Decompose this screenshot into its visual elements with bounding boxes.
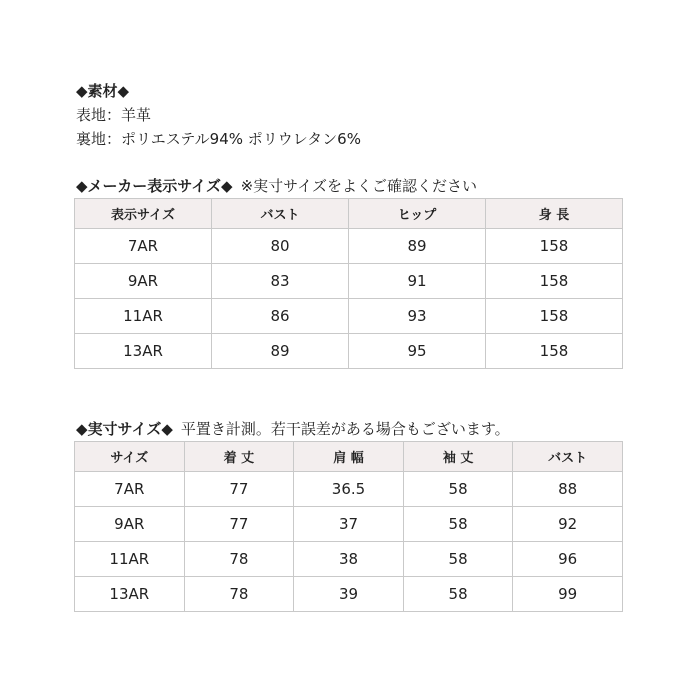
table-cell: 13AR [75, 334, 212, 369]
table-cell: 93 [349, 299, 486, 334]
table-cell: 91 [349, 264, 486, 299]
table-cell: 96 [513, 542, 623, 577]
table-cell: 58 [403, 577, 513, 612]
column-header: ヒップ [349, 199, 486, 229]
table-cell: 99 [513, 577, 623, 612]
column-header: サイズ [75, 442, 185, 472]
material-heading-text: ◆素材◆ [76, 82, 130, 100]
table-row [75, 264, 623, 299]
table-cell: 86 [212, 299, 349, 334]
table-cell: 58 [403, 542, 513, 577]
table-header-row [75, 199, 623, 229]
table-cell: 36.5 [294, 472, 404, 507]
column-header: バスト [212, 199, 349, 229]
table-cell: 37 [294, 507, 404, 542]
table-row [75, 507, 623, 542]
table-cell: 7AR [75, 229, 212, 264]
table-cell: 9AR [75, 264, 212, 299]
maker-size-heading [76, 176, 477, 196]
table-row [75, 542, 623, 577]
table-cell: 78 [184, 542, 294, 577]
table-cell: 83 [212, 264, 349, 299]
table-cell: 158 [486, 334, 623, 369]
column-header: 肩 幅 [294, 442, 404, 472]
table-row [75, 229, 623, 264]
column-header: バスト [513, 442, 623, 472]
table-cell: 58 [403, 472, 513, 507]
table-cell: 58 [403, 507, 513, 542]
material-heading [76, 81, 129, 101]
table-cell: 9AR [75, 507, 185, 542]
maker-size-note: ※実寸サイズをよくご確認ください [240, 177, 477, 195]
table-cell: 38 [294, 542, 404, 577]
table-row [75, 577, 623, 612]
table-row [75, 334, 623, 369]
actual-size-table [74, 441, 623, 612]
table-cell: 11AR [75, 299, 212, 334]
table-cell: 95 [349, 334, 486, 369]
material-lining-line: 裏地：ポリエステル94% ポリウレタン6% [76, 130, 361, 148]
actual-size-note: 平置き計測。若干誤差がある場合もございます。 [180, 420, 510, 438]
actual-size-heading-text: ◆実寸サイズ◆ [76, 420, 173, 438]
table-cell: 39 [294, 577, 404, 612]
column-header: 着 丈 [184, 442, 294, 472]
column-header: 袖 丈 [403, 442, 513, 472]
column-header: 表示サイズ [75, 199, 212, 229]
table-cell: 158 [486, 229, 623, 264]
table-row [75, 299, 623, 334]
table-cell: 80 [212, 229, 349, 264]
table-cell: 77 [184, 472, 294, 507]
actual-size-heading [76, 419, 510, 439]
column-header: 身 長 [486, 199, 623, 229]
table-cell: 158 [486, 299, 623, 334]
table-cell: 88 [513, 472, 623, 507]
table-cell: 89 [212, 334, 349, 369]
table-row [75, 472, 623, 507]
table-cell: 158 [486, 264, 623, 299]
table-cell: 13AR [75, 577, 185, 612]
maker-size-table [74, 198, 623, 369]
table-cell: 7AR [75, 472, 185, 507]
material-outer-line: 表地：羊革 [76, 106, 152, 124]
table-header-row [75, 442, 623, 472]
table-cell: 92 [513, 507, 623, 542]
table-cell: 11AR [75, 542, 185, 577]
table-cell: 77 [184, 507, 294, 542]
maker-size-heading-text: ◆メーカー表示サイズ◆ [76, 177, 233, 195]
table-cell: 89 [349, 229, 486, 264]
table-cell: 78 [184, 577, 294, 612]
